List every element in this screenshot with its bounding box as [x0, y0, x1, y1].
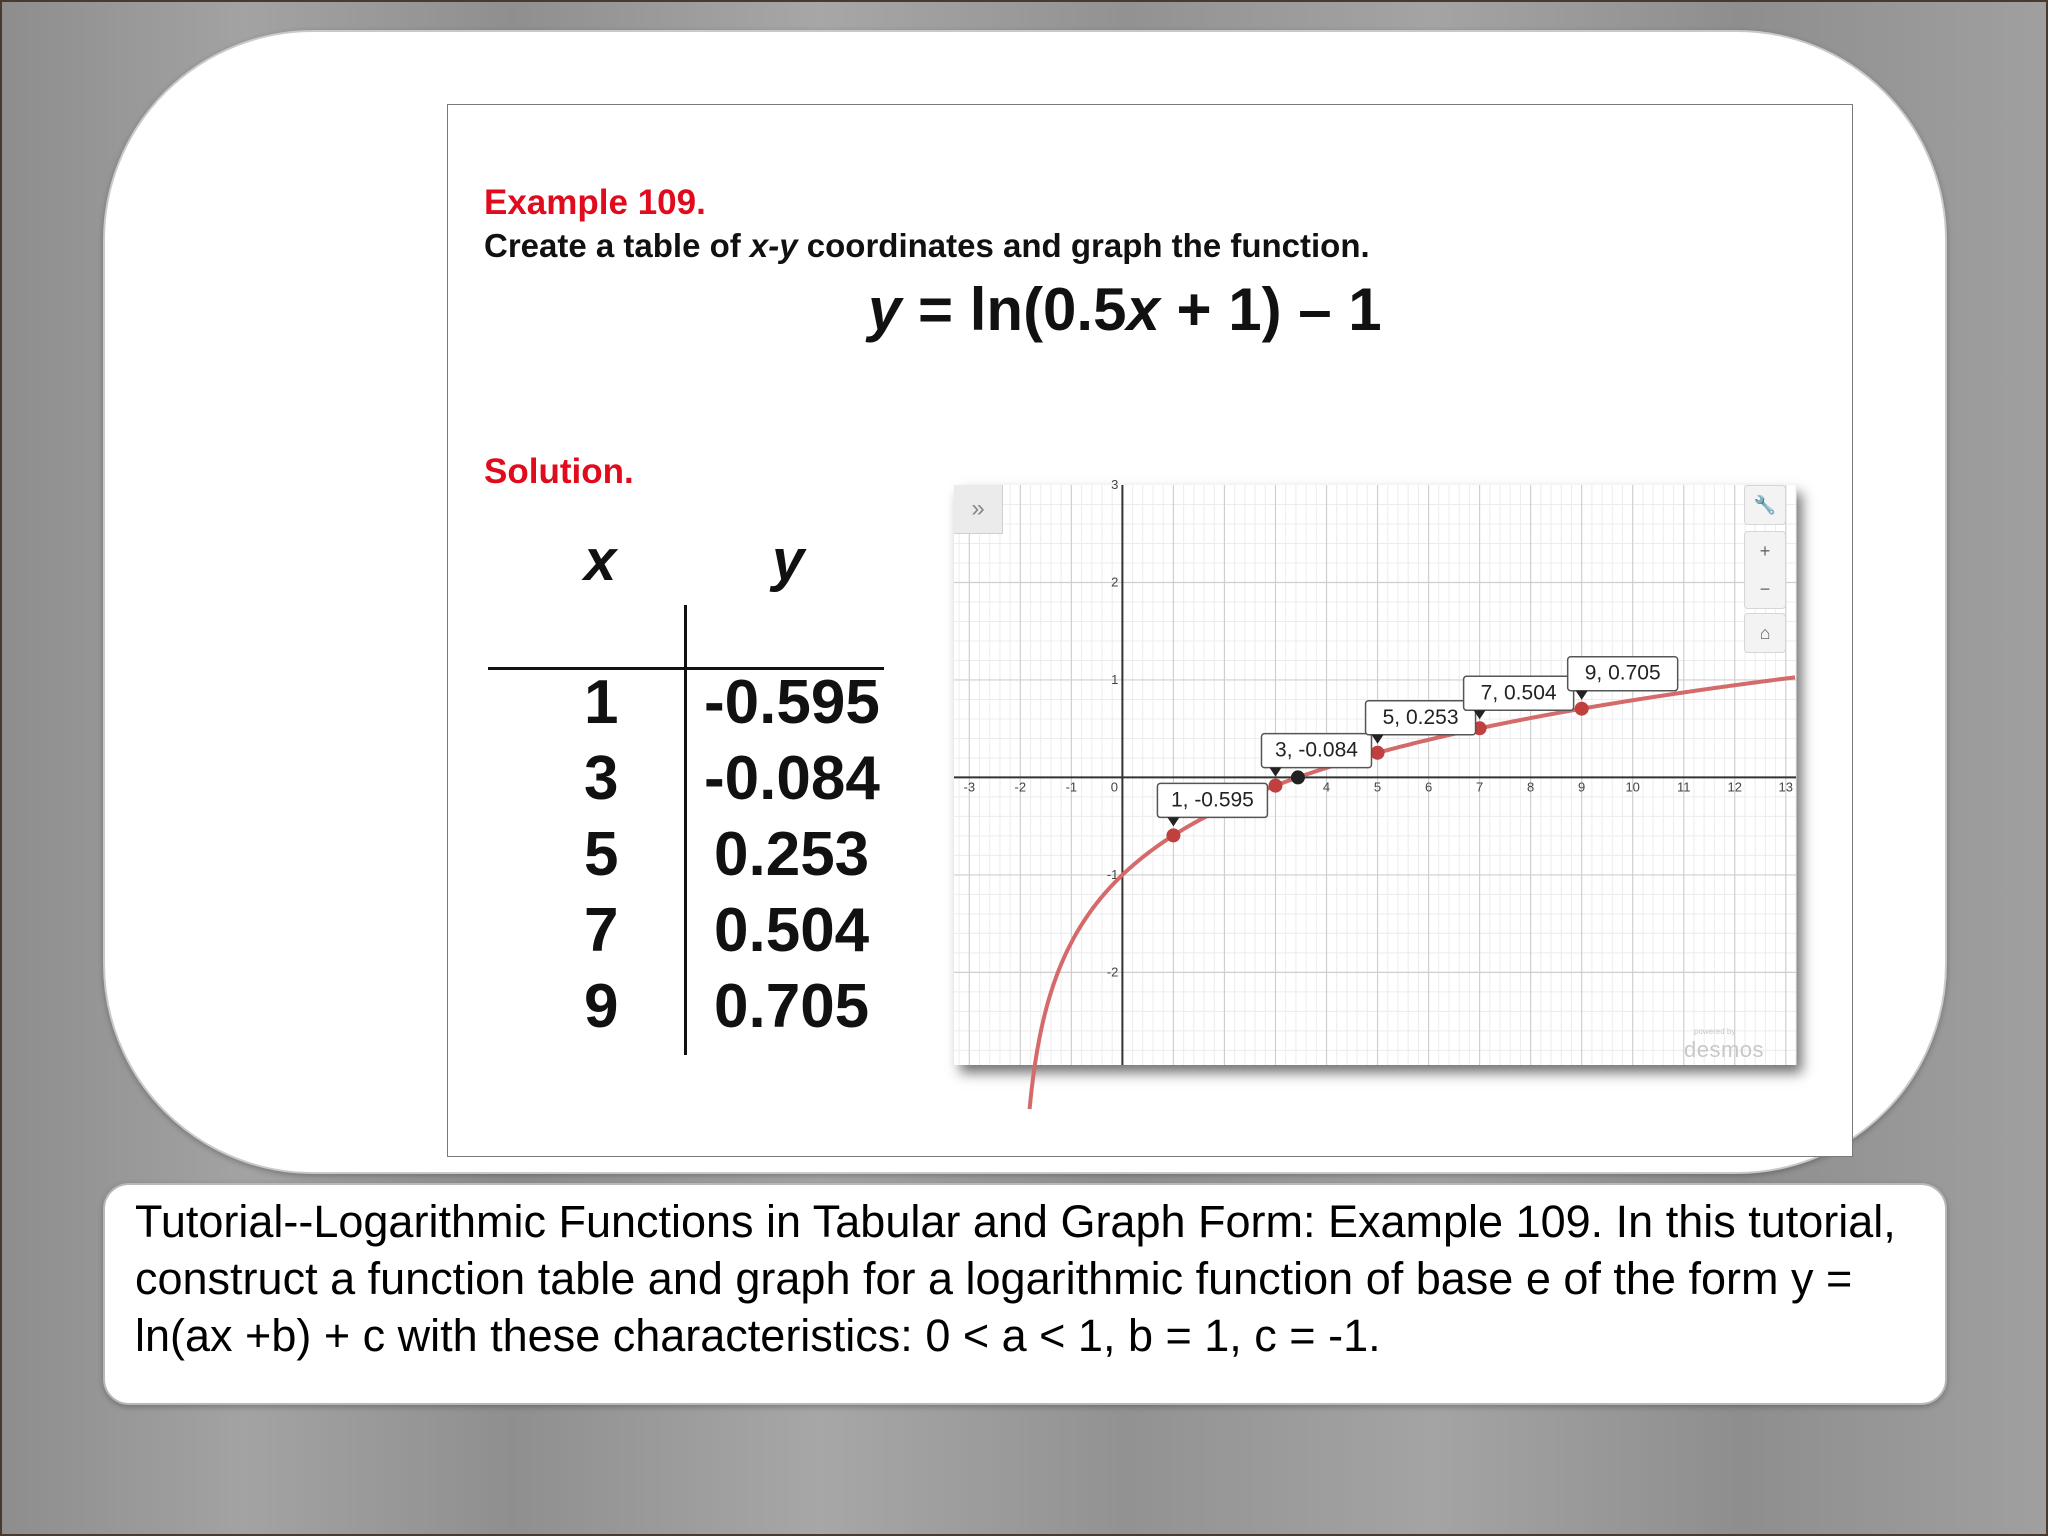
zoom-in-button[interactable]: + [1759, 541, 1771, 561]
x-tick-label: -2 [1014, 779, 1027, 795]
y-tick-label: -2 [1106, 964, 1119, 980]
desmos-logo: desmos [1684, 1037, 1765, 1062]
y-header: y [772, 528, 805, 593]
point-label: 1, -0.595 [1170, 788, 1254, 812]
point-label: 3, -0.084 [1275, 738, 1358, 762]
data-point [1166, 828, 1180, 842]
axes [954, 485, 1796, 1065]
x-tick-label: 5 [1373, 779, 1382, 795]
content-panel [103, 30, 1947, 1174]
point-label: 9, 0.705 [1584, 661, 1661, 685]
x-header: x [584, 528, 617, 593]
caption-box [103, 1183, 1947, 1405]
desmos-graph[interactable] [954, 477, 1796, 1065]
function-equation [868, 275, 1382, 344]
example-title: Example 109. [484, 183, 706, 222]
table-x-cell: 9 [584, 972, 619, 1041]
data-point [1268, 779, 1282, 793]
x-tick-label: 12 [1727, 779, 1742, 795]
zoom-out-button[interactable]: − [1759, 579, 1771, 599]
point-label-pointer [1372, 735, 1384, 744]
table-y-cell: 0.705 [714, 972, 870, 1041]
point-label: 5, 0.253 [1382, 705, 1459, 729]
solution-title: Solution. [484, 452, 634, 491]
table-y-cell: 0.253 [714, 820, 870, 889]
equation-mid: = ln(0.5 [901, 276, 1127, 343]
x-intercept-point [1291, 770, 1305, 784]
expand-panel-button[interactable]: » [954, 485, 1003, 534]
table-x-cell: 5 [584, 820, 619, 889]
data-point [1371, 746, 1385, 760]
x-tick-label: 10 [1625, 779, 1640, 795]
x-tick-labels [964, 779, 1794, 794]
x-tick-label: 7 [1475, 779, 1484, 795]
x-tick-label: 0 [1110, 779, 1119, 795]
table-y-cell: -0.084 [704, 744, 880, 813]
y-tick-label: -1 [1106, 866, 1119, 882]
x-tick-label: 13 [1778, 779, 1794, 795]
xy-table [488, 527, 884, 1055]
slide [447, 104, 1853, 1157]
x-tick-label: 4 [1322, 779, 1331, 795]
point-label-pointer [1167, 817, 1179, 826]
x-tick-label: -1 [1065, 779, 1078, 795]
graph-canvas[interactable] [954, 477, 1796, 1065]
table-x-cell: 7 [584, 896, 619, 965]
x-tick-label: 6 [1424, 779, 1433, 795]
settings-wrench-icon[interactable]: 🔧 [1744, 485, 1786, 525]
instruction-var: x-y [749, 227, 798, 264]
instruction-pre: Create a table of [484, 227, 750, 264]
minor-gridlines [954, 485, 1796, 1065]
equation-x: x [1126, 276, 1160, 343]
x-tick-label: 11 [1676, 779, 1691, 795]
major-gridlines [954, 485, 1796, 1065]
table-x-cell: 3 [584, 744, 619, 813]
equation-end: + 1) – 1 [1159, 276, 1382, 343]
x-tick-label: 8 [1527, 779, 1535, 795]
function-curve [1030, 677, 1795, 1109]
y-tick-label: 2 [1111, 574, 1119, 590]
x-tick-label: 9 [1578, 779, 1586, 795]
caption-text: Tutorial--Logarithmic Functions in Tabular and Graph Form: Example 109. In this tutorial, construct a function table and graph for a logarithmic function of base e of the form y = ln(ax +b) + c with these characteristics: 0 < a < 1, b = 1, c = -1. [135, 1196, 1896, 1361]
point-label: 7, 0.504 [1480, 681, 1557, 705]
instruction-post: coordinates and graph the function. [797, 227, 1370, 264]
branding-small: powered by [1694, 1027, 1736, 1036]
zoom-controls [1744, 531, 1786, 609]
instruction [484, 227, 1370, 265]
home-icon[interactable]: ⌂ [1744, 613, 1786, 653]
data-point [1575, 702, 1589, 716]
point-label-pointer [1269, 768, 1281, 777]
table-x-cell: 1 [584, 668, 619, 737]
y-tick-label: 3 [1111, 477, 1119, 492]
y-tick-label: 1 [1111, 671, 1119, 687]
x-tick-label: -3 [963, 779, 976, 795]
table-y-cell: 0.504 [714, 896, 870, 965]
table-column-rule [684, 605, 687, 1055]
table-y-cell: -0.595 [704, 668, 880, 737]
point-label-pointer [1576, 691, 1588, 700]
equation-y: y [868, 276, 902, 343]
